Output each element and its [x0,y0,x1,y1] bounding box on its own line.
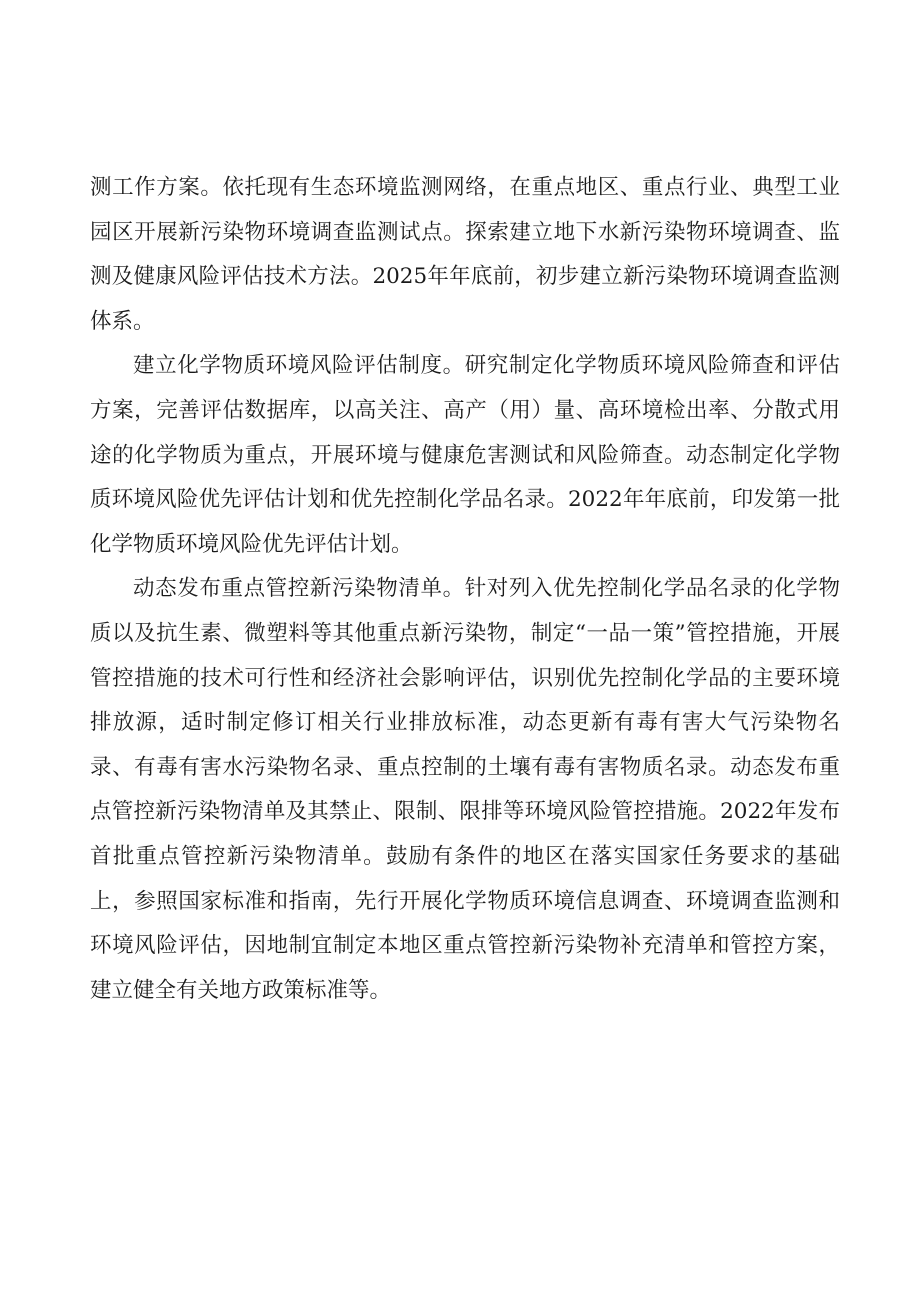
paragraph-risk-assessment: 建立化学物质环境风险评估制度。研究制定化学物质环境风险筛查和评估方案，完善评估数据库，以高关注、高产（用）量、高环境检出率、分散式用途的化学物质为重点，开展环境与健康危害测试和风险筛查。动态制定化学物质环境风险优先评估计划和优先控制化学品名录。2022年年底前，印发第一批化学物质环境风险优先评估计划。 [90,353,840,557]
document-body [90,166,840,1013]
paragraph-control-list: 动态发布重点管控新污染物清单。针对列入优先控制化学品名录的化学物质以及抗生素、微塑料等其他重点新污染物，制定“一品一策”管控措施，开展管控措施的技术可行性和经济社会影响评估，识别优先控制化学品的主要环境排放源，适时制定修订相关行业排放标准，动态更新有毒有害大气污染物名录、有毒有害水污染物名录、重点控制的土壤有毒有害物质名录。动态发布重点管控新污染物清单及其禁止、限制、限排等环境风险管控措施。2022年发布首批重点管控新污染物清单。鼓励有条件的地区在落实国家任务要求的基础上，参照国家标准和指南，先行开展化学物质环境信息调查、环境调查监测和环境风险评估，因地制宜制定本地区重点管控新污染物补充清单和管控方案，建立健全有关地方政策标准等。 [90,576,840,1003]
paragraph-continuation: 测工作方案。依托现有生态环境监测网络，在重点地区、重点行业、典型工业园区开展新污染物环境调查监测试点。探索建立地下水新污染物环境调查、监测及健康风险评估技术方法。2025年年底前，初步建立新污染物环境调查监测体系。 [90,175,840,334]
